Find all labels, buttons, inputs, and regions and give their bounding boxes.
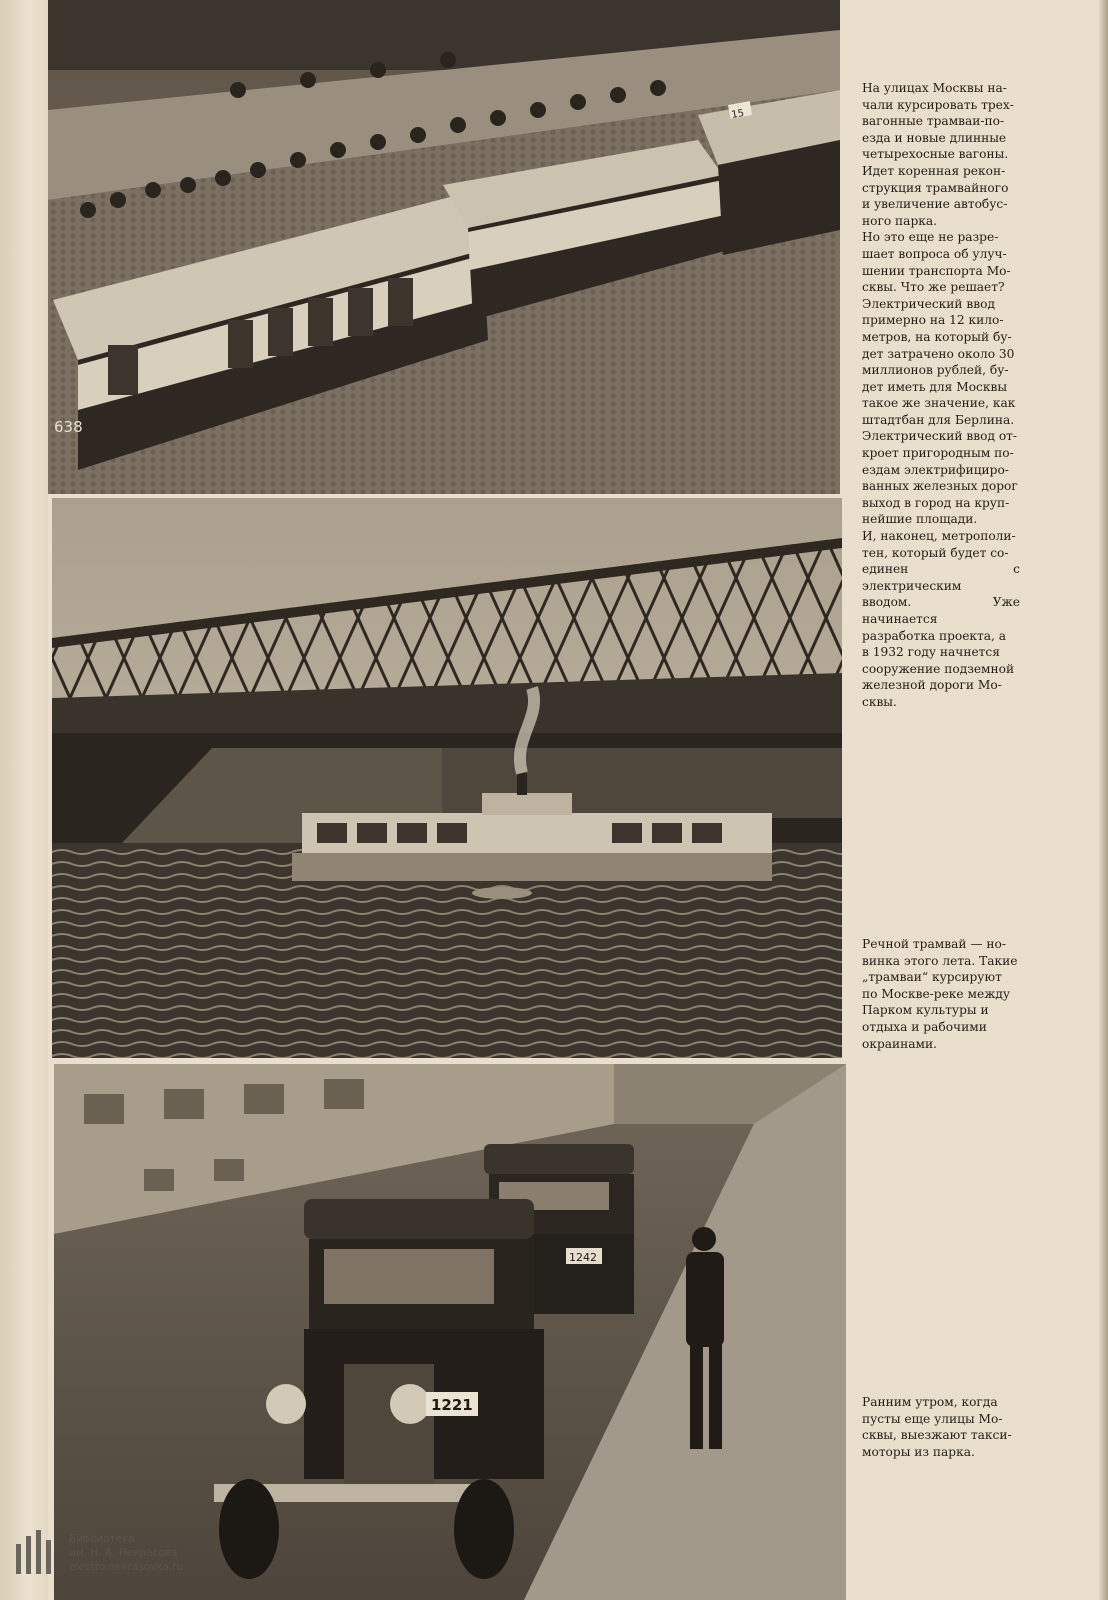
- tram-route-number: 15: [730, 107, 746, 121]
- caption-river-tram: Речной трамвай — но- винка этого лета. Такие „трамваи“ курсируют по Москве-реке между Парком культуры и отдыха и рабочими окраинами.: [862, 937, 1018, 1051]
- rowboat: [472, 887, 532, 899]
- library-logo-icon: [14, 1530, 60, 1574]
- watermark-line-3: electro.nekrasovka.ru: [69, 1561, 184, 1573]
- photo-taxis: [54, 1064, 846, 1600]
- front-taxi-plate: 1221: [431, 1396, 473, 1414]
- watermark-line-2: им. Н. А. Некрасова: [69, 1547, 178, 1559]
- tram-car-number: 638: [54, 418, 83, 436]
- caption-taxis: Ранним утром, когда пусты еще улицы Мо- сквы, выезжают такси- моторы из парка.: [862, 1395, 1012, 1459]
- photo-river-tram: [52, 498, 842, 1058]
- library-watermark: [14, 1524, 214, 1584]
- caption-trams: На улицах Москвы на- чали курсировать трех- вагонные трамваи-по- езда и новые длинные четырехосные вагоны. Идет коренная рекон- струкция трамвайного и увеличение автобус- ного парка. Но это еще не разре- шает вопроса об улуч- шении транспорта Мо- сквы. Что же решает? Электрический ввод примерно на 12 кило- метров, на который бу- дет затрачено около 30 миллионов рублей, бу- дет иметь для Москвы такое же значение, как штадтбан для Берлина. Электрический ввод от- кроет пригородным по- ездам электрифициро- ванных железных дорог выход в город на круп- нейшие площади. И, наконец, метрополи- тен, который будет со- единен с электрическим вводом. Уже начинается разработка проекта, а в 1932 году начнется сооружение подземной железной дороги Мо- сквы.: [862, 81, 1020, 709]
- photo-tram-street: [48, 0, 840, 494]
- page-edge: [1098, 0, 1108, 1600]
- rear-taxi-plate: 1242: [569, 1251, 597, 1264]
- page-spine: [0, 0, 48, 1600]
- watermark-line-1: Библиотека: [69, 1533, 135, 1545]
